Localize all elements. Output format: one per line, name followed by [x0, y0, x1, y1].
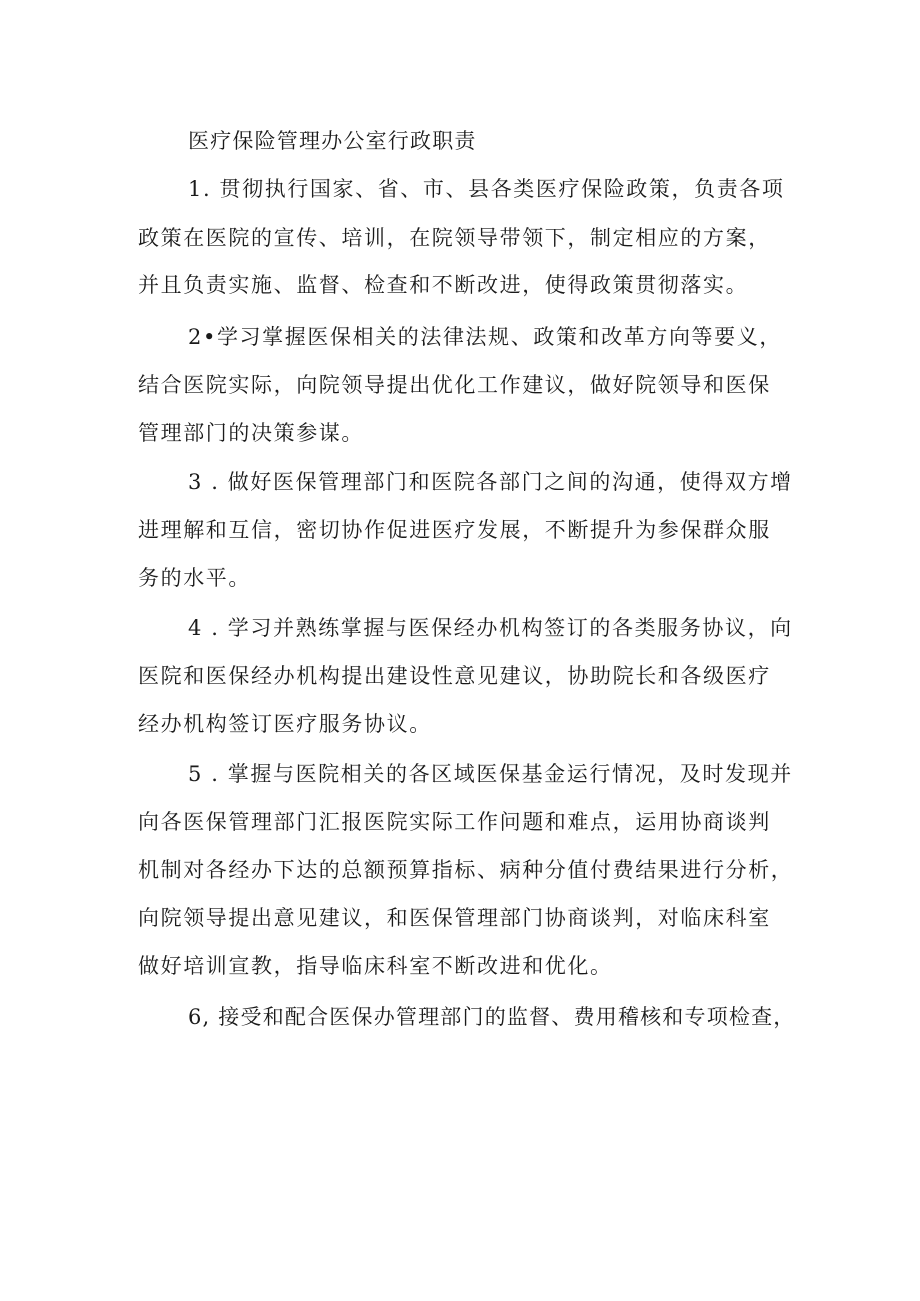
paragraph-5-line-1: 5 . 掌握与医院相关的各区域医保基金运行情况，及时发现并 — [188, 762, 793, 786]
paragraph-4-line-1: 4 . 学习并熟练掌握与医保经办机构签订的各类服务协议，向 — [188, 616, 793, 640]
paragraph-1-line-1: 1. 贯彻执行国家、省、市、县各类医疗保险政策，负责各项 — [188, 177, 785, 201]
paragraph-6-line-1: 6, 接受和配合医保办管理部门的监督、费用稽核和专项检查， — [188, 1005, 796, 1029]
paragraph-5-line-5: 做好培训宣教，指导临床科室不断改进和优化。 — [138, 954, 613, 978]
document-title: 医疗保险管理办公室行政职责 — [188, 129, 477, 153]
paragraph-1-line-2: 政策在医院的宣传、培训，在院领导带领下，制定相应的方案， — [138, 226, 771, 250]
paragraph-3-line-3: 务的水平。 — [138, 566, 251, 590]
paragraph-5-line-2: 向各医保管理部门汇报医院实际工作问题和难点，运用协商谈判 — [138, 810, 771, 834]
paragraph-5-line-4: 向院领导提出意见建议，和医保管理部门协商谈判，对临床科室 — [138, 906, 771, 930]
paragraph-2-line-3: 管理部门的决策参谋。 — [138, 421, 364, 445]
paragraph-1-line-3: 并且负责实施、监督、检查和不断改进，使得政策贯彻落实。 — [138, 273, 749, 297]
paragraph-3-line-2: 进理解和互信，密切协作促进医疗发展，不断提升为参保群众服 — [138, 518, 771, 542]
paragraph-2-line-2: 结合医院实际，向院领导提出优化工作建议，做好院领导和医保 — [138, 373, 771, 397]
paragraph-4-line-2: 医院和医保经办机构提出建设性意见建议，协助院长和各级医疗 — [138, 664, 771, 688]
paragraph-4-line-3: 经办机构签订医疗服务协议。 — [138, 712, 432, 736]
paragraph-2-line-1: 2•学习掌握医保相关的法律法规、政策和改革方向等要义， — [188, 325, 782, 349]
paragraph-5-line-3: 机制对各经办下达的总额预算指标、病种分值付费结果进行分析， — [138, 858, 794, 882]
paragraph-3-line-1: 3 . 做好医保管理部门和医院各部门之间的沟通，使得双方增 — [188, 470, 793, 494]
